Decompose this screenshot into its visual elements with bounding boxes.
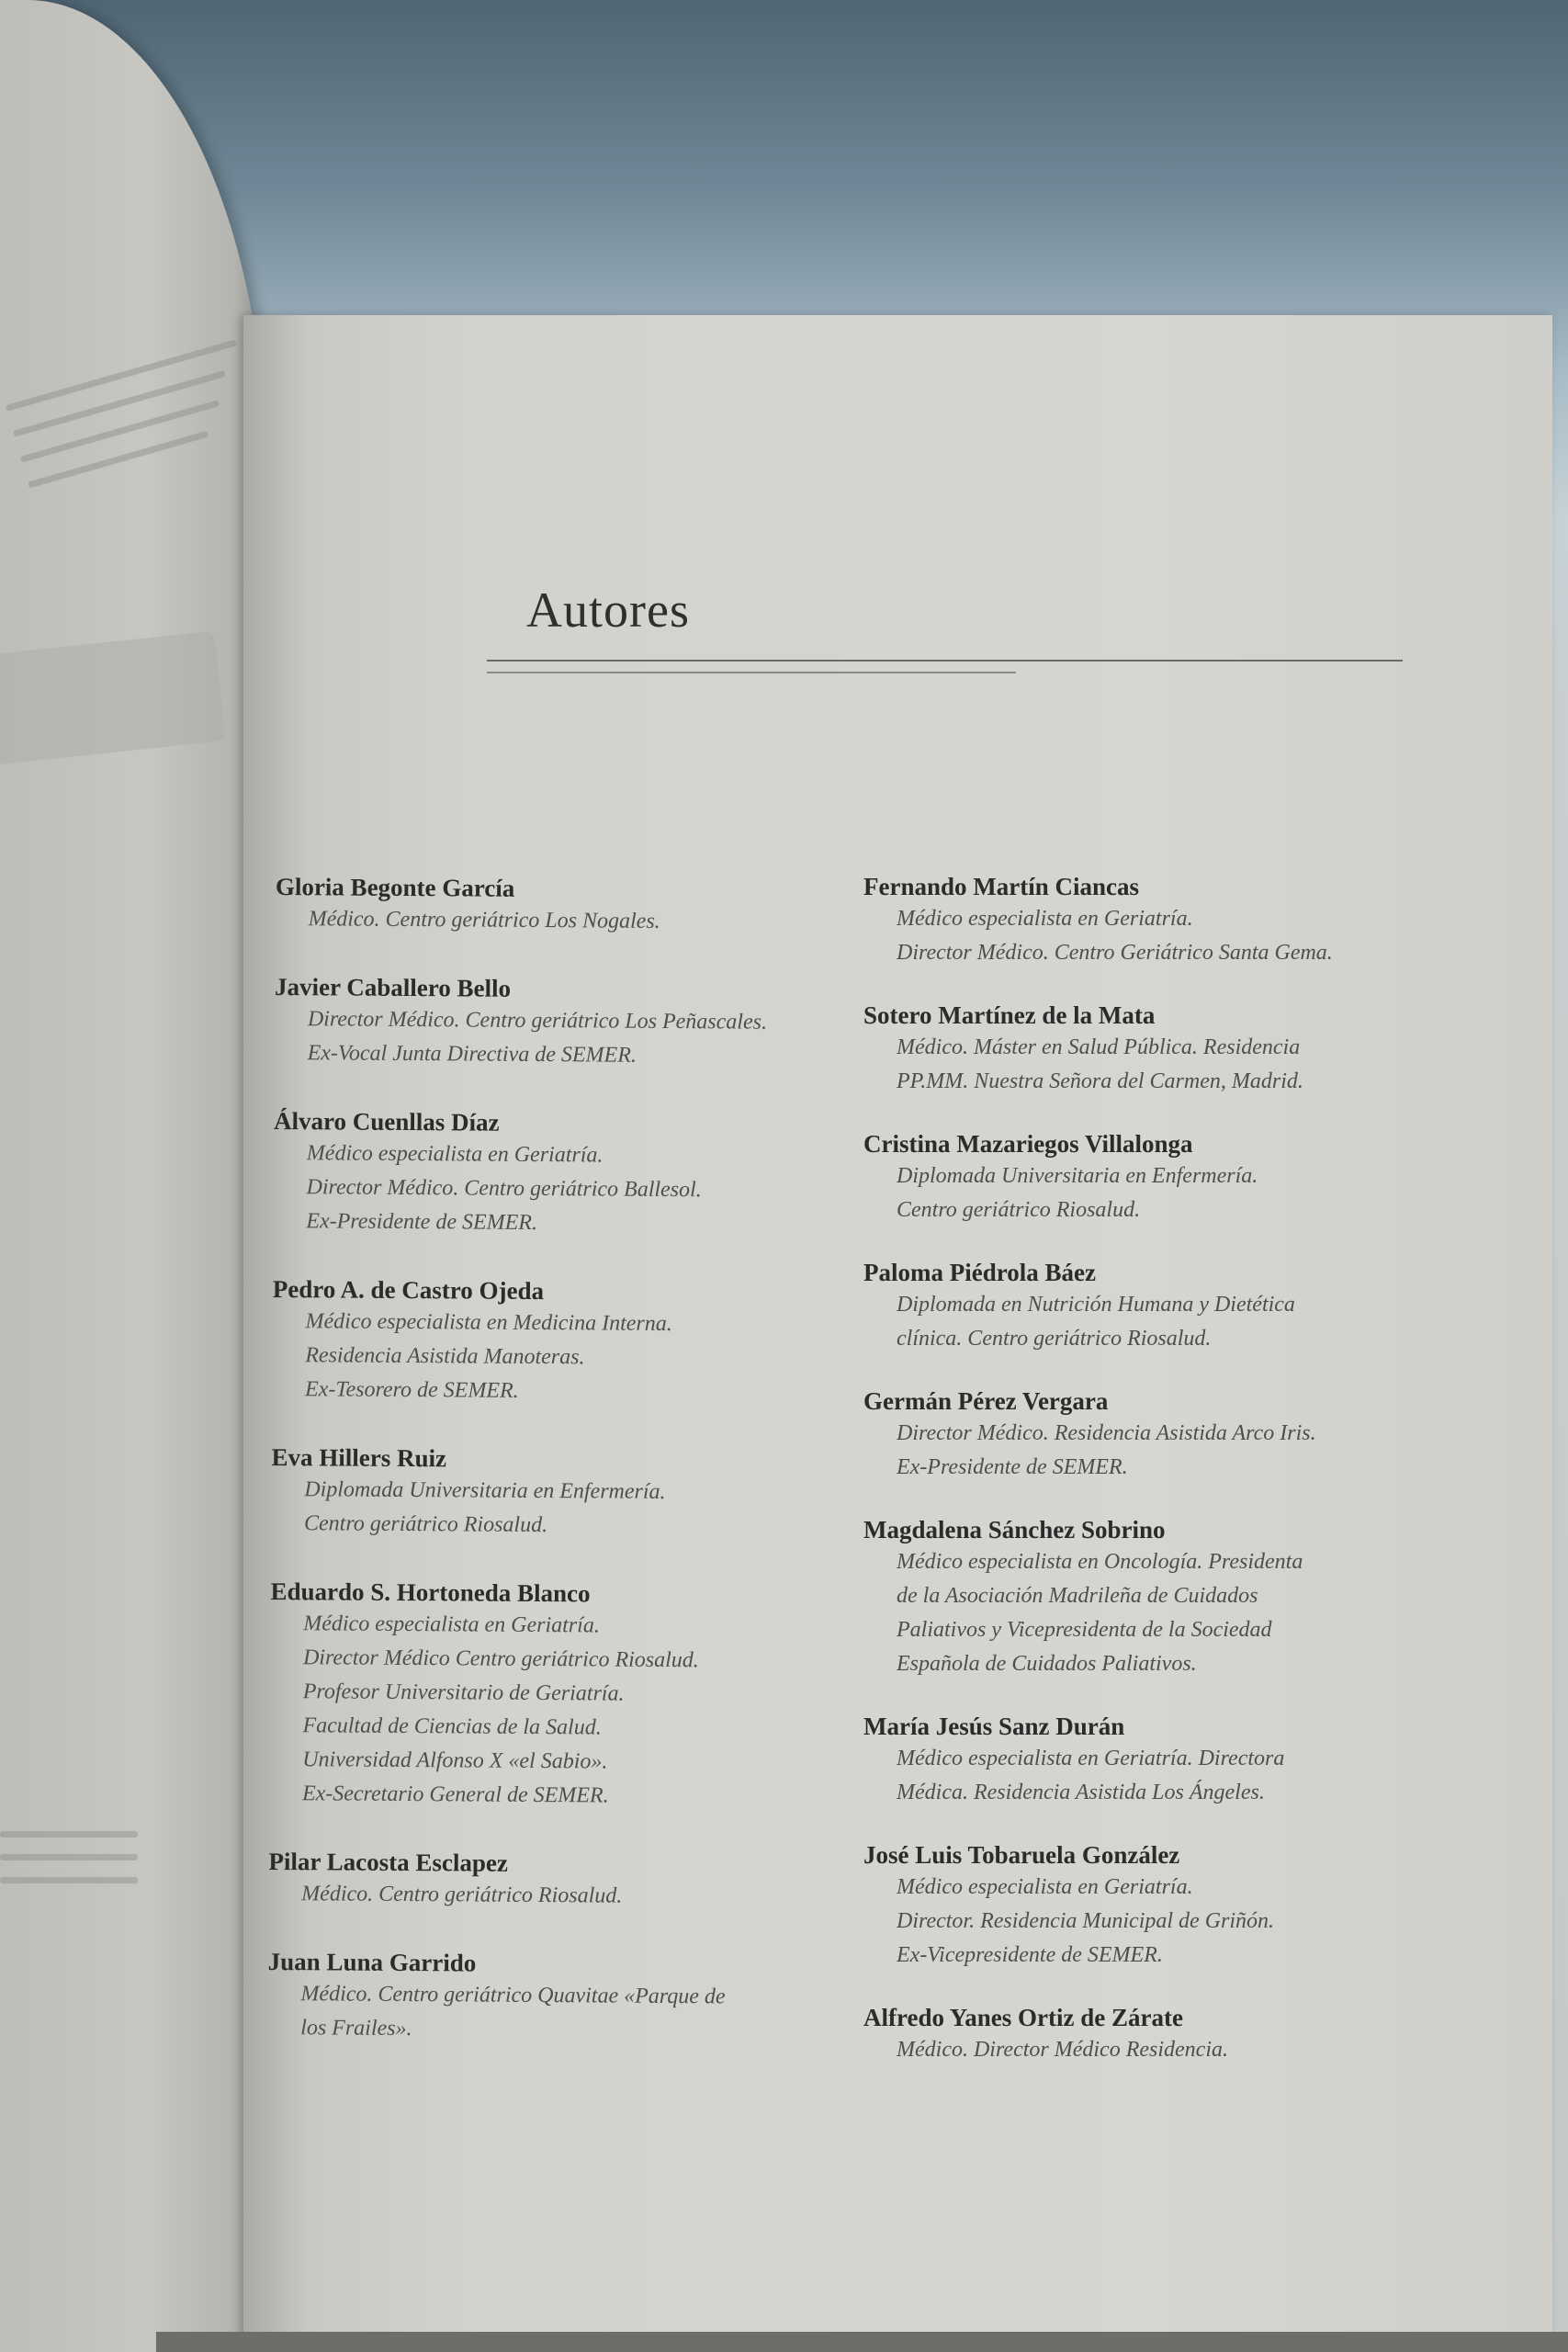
author-name: Javier Caballero Bello xyxy=(275,972,512,1002)
author-name: Magdalena Sánchez Sobrino xyxy=(863,1516,1166,1544)
author-name: Álvaro Cuenllas Díaz xyxy=(273,1106,500,1136)
author-entry xyxy=(272,1273,861,1410)
author-affiliation: Director Médico. Centro geriátrico Ballesol. xyxy=(306,1175,702,1203)
author-entry xyxy=(267,1946,856,2049)
author-affiliation: Paliativos y Vicepresidenta de la Sociedad xyxy=(897,1618,1272,1642)
author-entry xyxy=(268,1846,856,1915)
author-entry xyxy=(863,1514,1451,1681)
author-affiliation: Director Médico. Residencia Asistida Arco Iris. xyxy=(897,1421,1316,1445)
author-affiliation: Centro geriátrico Riosalud. xyxy=(303,1511,548,1538)
author-entry xyxy=(269,1576,859,1815)
author-entry xyxy=(863,1839,1451,1973)
author-name: Cristina Mazariegos Villalonga xyxy=(863,1130,1193,1158)
author-affiliation: los Frailes». xyxy=(300,2016,412,2041)
author-affiliation: Director Médico. Centro Geriátrico Santa Gema. xyxy=(897,941,1333,965)
author-affiliation: Director Médico Centro geriátrico Riosalud. xyxy=(302,1645,699,1673)
author-affiliation: Médico especialista en Geriatría. Directora xyxy=(897,1747,1285,1770)
author-affiliation: Ex-Presidente de SEMER. xyxy=(897,1455,1128,1479)
author-affiliation: Diplomada en Nutrición Humana y Dietética xyxy=(897,1293,1295,1317)
show-through-text-lower xyxy=(0,1815,138,1900)
author-affiliation: Médico especialista en Geriatría. xyxy=(306,1141,604,1168)
author-affiliation: Médico especialista en Geriatría. xyxy=(897,1875,1193,1899)
author-affiliation: Residencia Asistida Manoteras. xyxy=(305,1343,585,1370)
author-affiliation: Médico. Centro geriátrico Quavitae «Parque de xyxy=(300,1982,726,2009)
author-name: Eduardo S. Hortoneda Blanco xyxy=(270,1577,591,1608)
author-entry xyxy=(863,1257,1451,1356)
author-affiliation: Ex-Tesorero de SEMER. xyxy=(304,1377,519,1403)
author-entry xyxy=(863,1711,1451,1810)
author-name: Juan Luna Garrido xyxy=(267,1947,477,1977)
author-affiliation: Universidad Alfonso X «el Sabio». xyxy=(302,1747,608,1774)
author-affiliation: Diplomada Universitaria en Enfermería. xyxy=(304,1477,666,1504)
author-affiliation: Médico especialista en Oncología. Presidenta xyxy=(897,1550,1303,1574)
author-affiliation: Médico. Centro geriátrico Los Nogales. xyxy=(308,907,660,933)
authors-left-column xyxy=(267,871,863,2049)
author-entry xyxy=(276,871,863,940)
author-name: José Luis Tobaruela González xyxy=(863,1841,1180,1869)
page-bottom-edge xyxy=(156,2332,1568,2352)
author-name: Gloria Begonte García xyxy=(275,872,515,902)
author-affiliation: Diplomada Universitaria en Enfermería. xyxy=(897,1164,1258,1188)
author-entry xyxy=(863,2002,1451,2067)
author-affiliation: clínica. Centro geriátrico Riosalud. xyxy=(897,1327,1212,1351)
author-affiliation: Ex-Presidente de SEMER. xyxy=(306,1209,538,1235)
author-affiliation: PP.MM. Nuestra Señora del Carmen, Madrid. xyxy=(897,1069,1303,1093)
author-affiliation: Ex-Vicepresidente de SEMER. xyxy=(897,1943,1163,1967)
author-entry xyxy=(863,871,1451,970)
author-name: Fernando Martín Ciancas xyxy=(863,873,1139,900)
author-affiliation: Médico. Director Médico Residencia. xyxy=(897,2038,1228,2062)
author-entry xyxy=(271,1442,860,1544)
author-entry xyxy=(273,1105,862,1242)
author-name: Germán Pérez Vergara xyxy=(863,1387,1109,1415)
author-entry xyxy=(863,1000,1451,1099)
author-affiliation: Ex-Vocal Junta Directiva de SEMER. xyxy=(307,1041,637,1068)
author-entry xyxy=(863,1128,1451,1227)
author-affiliation: Director. Residencia Municipal de Griñón. xyxy=(897,1909,1275,1933)
author-name: Pedro A. de Castro Ojeda xyxy=(272,1274,545,1306)
author-affiliation: Médico. Máster en Salud Pública. Residencia xyxy=(897,1035,1301,1059)
author-affiliation: Facultad de Ciencias de la Salud. xyxy=(302,1713,602,1740)
author-entry xyxy=(863,1385,1451,1485)
author-affiliation: Profesor Universitario de Geriatría. xyxy=(302,1679,625,1706)
author-affiliation: de la Asociación Madrileña de Cuidados xyxy=(897,1584,1258,1608)
author-affiliation: Ex-Secretario General de SEMER. xyxy=(301,1781,609,1808)
author-affiliation: Médico especialista en Geriatría. xyxy=(303,1611,600,1638)
page-title: Autores xyxy=(526,582,690,638)
author-affiliation: Médico. Centro geriátrico Riosalud. xyxy=(301,1882,623,1908)
author-name: Paloma Piédrola Báez xyxy=(863,1259,1096,1286)
author-name: Sotero Martínez de la Mata xyxy=(863,1001,1156,1029)
author-affiliation: Médico especialista en Geriatría. xyxy=(897,907,1193,931)
author-affiliation: Director Médico. Centro geriátrico Los Peñascales. xyxy=(307,1007,768,1035)
title-rule-long xyxy=(487,660,1403,662)
author-name: Pilar Lacosta Esclapez xyxy=(268,1847,509,1877)
authors-right-column xyxy=(863,871,1451,2067)
author-name: Eva Hillers Ruiz xyxy=(271,1442,447,1473)
author-name: Alfredo Yanes Ortiz de Zárate xyxy=(863,2004,1183,2031)
author-affiliation: Española de Cuidados Paliativos. xyxy=(897,1652,1197,1676)
author-affiliation: Centro geriátrico Riosalud. xyxy=(897,1198,1141,1222)
show-through-heading xyxy=(0,631,226,766)
author-affiliation: Médica. Residencia Asistida Los Ángeles. xyxy=(897,1781,1265,1804)
author-entry xyxy=(274,971,863,1074)
author-affiliation: Médico especialista en Medicina Interna. xyxy=(305,1309,672,1337)
title-rule-short xyxy=(487,672,1016,673)
show-through-text xyxy=(0,320,265,507)
author-name: María Jesús Sanz Durán xyxy=(863,1713,1125,1740)
left-facing-page xyxy=(0,0,266,2352)
